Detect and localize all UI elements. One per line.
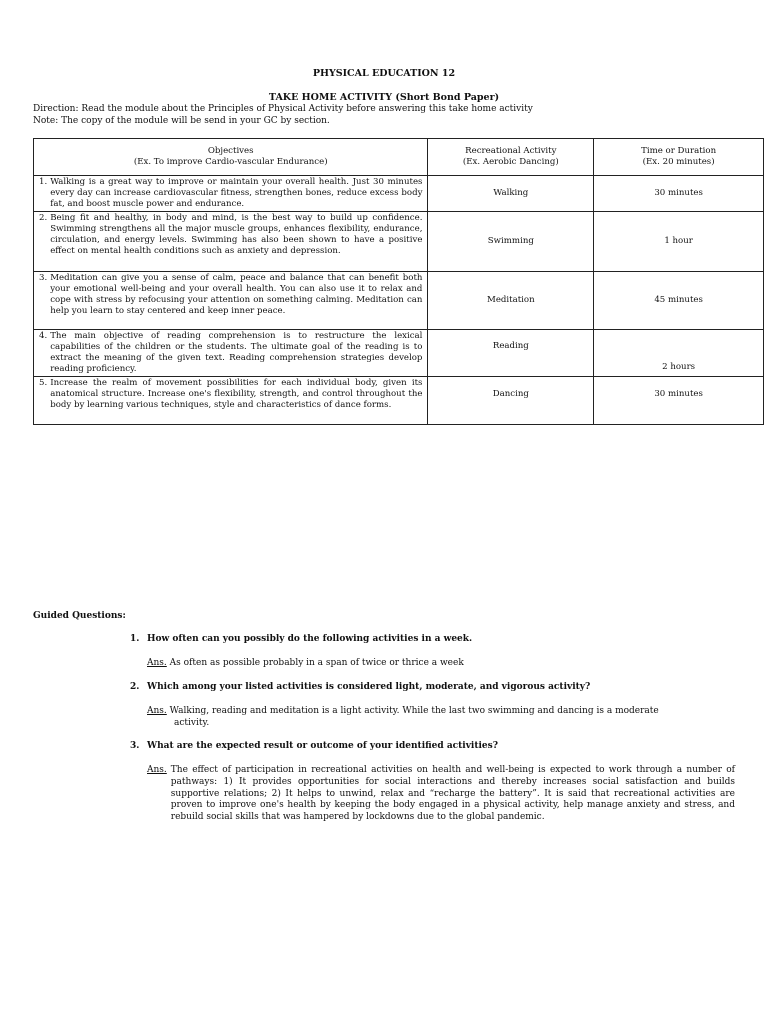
activity-table	[33, 138, 764, 425]
question-text: Which among your listed activities is considered light, moderate, and vigorous activity?	[147, 682, 591, 692]
answer-label: Ans.	[147, 658, 167, 668]
objective-text: Meditation can give you a sense of calm, peace and balance that can benefit both your emotional well-being and your overall health. You can also use it to relax and cope with stress by refocusing your attention on something calming. Meditation can help you learn to stay centered and keep inner peace.	[50, 272, 423, 317]
note-text: Note: The copy of the module will be send in your GC by section.	[33, 116, 330, 126]
subject-title: PHYSICAL EDUCATION 12	[312, 68, 456, 79]
header-objectives-example: (Ex. To improve Cardio-vascular Endurance)	[133, 157, 328, 167]
duration-cell: 30 minutes	[594, 176, 764, 212]
objective-text: Being fit and healthy, in body and mind, is the best way to build up confidence. Swimming strengthens all the major muscle groups, enhances flexibility, endurance, circulation, and energy levels. Swimming has also been shown to have a positive effect on mental health conditions such as anxiety and depression.	[50, 212, 423, 257]
direction-text: Direction: Read the module about the Principles of Physical Activity before answering this take home activity	[33, 104, 533, 114]
objective-text: The main objective of reading comprehension is to restructure the lexical capabilities of the children or the students. The ultimate goal of the reading is to extract the meaning of the given text. Reading comprehension strategies develop reading proficiency.	[50, 330, 423, 375]
header-objectives-label: Objectives	[207, 145, 254, 156]
question-1	[130, 634, 472, 644]
header-duration-example: (Ex. 20 minutes)	[642, 157, 715, 167]
activity-cell: Swimming	[428, 211, 594, 271]
activity-title: TAKE HOME ACTIVITY (Short Bond Paper)	[268, 92, 500, 103]
header-activity-label: Recreational Activity	[465, 145, 557, 156]
activity-cell: Walking	[428, 176, 594, 212]
answer-text: The effect of participation in recreational activities on health and well-being is expected to work through a number of pathways: 1) It provides opportunities for social interactions and thereby increases social satisfaction and builds supportive relations; 2) It helps to unwind, relax and “recharge the battery”. It is said that recreational activities are proven to improve one's health by keeping the body engaged in a physical activity, help manage anxiety and stress, and rebuild social skills that was hampered by lockdowns due to the global pandemic.	[170, 765, 735, 823]
answer-label: Ans.	[147, 706, 167, 716]
question-3	[130, 741, 498, 751]
duration-cell: 1 hour	[594, 211, 764, 271]
objective-number: 3.	[39, 272, 48, 283]
guided-questions-label: Guided Questions:	[33, 611, 126, 621]
question-number: 1.	[130, 634, 140, 644]
objective-cell	[34, 176, 428, 212]
answer-label: Ans.	[147, 765, 167, 775]
header-duration	[594, 139, 764, 176]
answer-2	[147, 706, 735, 730]
objective-text: Walking is a great way to improve or maintain your overall health. Just 30 minutes every day can increase cardiovascular fitness, strengthen bones, reduce excess body fat, and boost muscle power and endurance.	[50, 177, 423, 210]
objective-number: 5.	[39, 377, 48, 388]
table-header-row	[34, 139, 764, 176]
table-row	[34, 176, 764, 212]
answer-text-line2: activity.	[174, 717, 210, 728]
table-row	[34, 271, 764, 329]
answer-1	[147, 658, 735, 670]
answer-text-line1: Walking, reading and meditation is a light activity. While the last two swimming and dancing is a moderate	[169, 706, 659, 716]
objective-cell	[34, 329, 428, 376]
objective-text: Increase the realm of movement possibilities for each individual body, given its anatomical structure. Increase one's flexibility, strength, and control throughout the body by learning various techniques, style and characteristics of dance forms.	[50, 377, 423, 411]
activity-cell: Dancing	[428, 376, 594, 424]
objective-number: 1.	[39, 177, 48, 187]
question-number: 3.	[130, 741, 140, 751]
answer-text: As often as possible probably in a span of twice or thrice a week	[169, 658, 464, 668]
objective-cell	[34, 376, 428, 424]
activity-cell: Meditation	[428, 271, 594, 329]
header-activity	[428, 139, 594, 176]
duration-cell: 30 minutes	[594, 376, 764, 424]
answer-3	[147, 765, 735, 824]
header-activity-example: (Ex. Aerobic Dancing)	[462, 157, 559, 167]
objective-number: 4.	[39, 330, 48, 341]
table-row	[34, 376, 764, 424]
table-row	[34, 211, 764, 271]
objective-number: 2.	[39, 212, 48, 223]
activity-cell: Reading	[428, 329, 594, 376]
duration-cell: 2 hours	[594, 329, 764, 376]
header-objectives	[34, 139, 428, 176]
duration-cell: 45 minutes	[594, 271, 764, 329]
objective-cell	[34, 271, 428, 329]
objective-cell	[34, 211, 428, 271]
table-row	[34, 329, 764, 376]
header-duration-label: Time or Duration	[641, 145, 717, 156]
question-text: What are the expected result or outcome of your identified activities?	[147, 741, 498, 751]
question-2	[130, 682, 590, 692]
question-text: How often can you possibly do the following activities in a week.	[147, 634, 473, 644]
question-number: 2.	[130, 682, 140, 692]
